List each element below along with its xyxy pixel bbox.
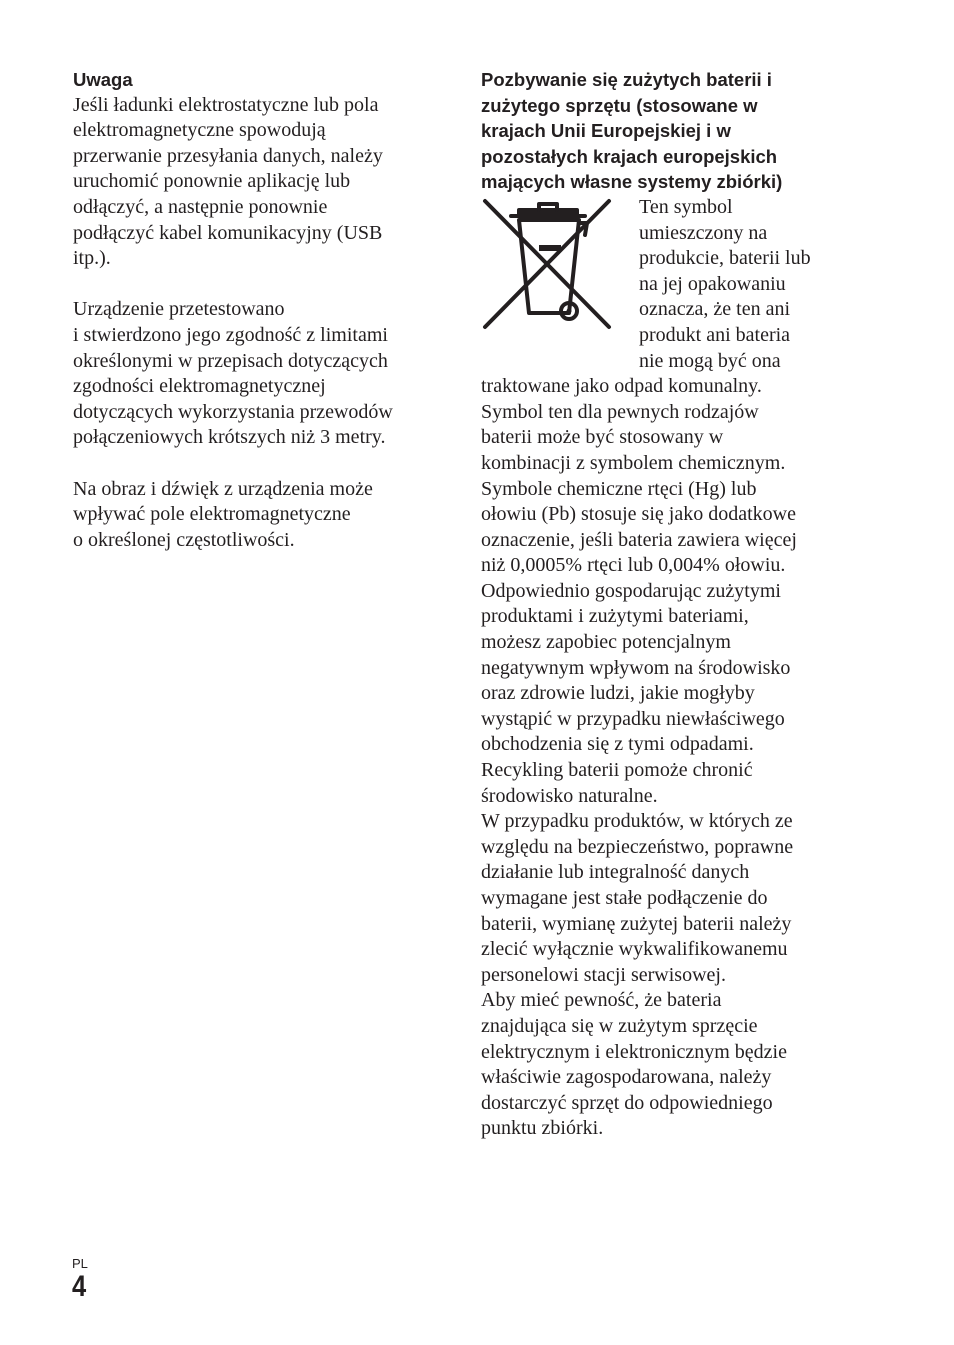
- crossed-out-wheelie-bin-icon: [481, 195, 635, 349]
- left-column: [73, 67, 433, 553]
- interference-paragraph: Na obraz i dźwięk z urządzenia może wpływać pole elektromagnetyczne o określonej częstotliwości.: [73, 477, 373, 551]
- note-heading: Uwaga: [73, 69, 133, 90]
- page-folio: [72, 1257, 88, 1303]
- disposal-text: Ten symbol umieszczony na produkcie, baterii lub na jej opakowaniu oznacza, że ten ani produkt ani bateria nie mogą być ona traktowane jako odpad komunalny. Symbol ten dla pewnych rodzajów baterii może być stosowany w kombinacji z symbolem chemicznym. Symbole chemiczne rtęci (Hg) lub ołowiu (Pb) stosuje się jako dodatkowe oznaczenie, jeśli bateria zawiera więcej niż 0,0005% rtęci lub 0,004% ołowiu. Odpowiednio gospodarując zużytymi produktami i zużytymi bateriami, możesz zapobiec potencjalnym negatywnym wpływom na środowisko oraz zdrowie ludzi, jakie mogłyby wystąpić w przypadku niewłaściwego obchodzenia się z tymi odpadami. Recykling baterii pomoże chronić środowisko naturalne. W przypadku produktów, w których ze względu na bezpieczeństwo, poprawne działanie lub integralność danych wymagane jest stałe podłączenie do baterii, wymianę zużytej baterii należy zlecić wyłącznie wykwalifikowanemu personelowi stacji serwisowej. Aby mieć pewność, że bateria znajdująca się w zużytym sprzęcie elektrycznym i elektronicznym będzie właściwie zagospodarowana, należy dostarczyć sprzęt do odpowiedniego punktu zbiórki.: [481, 195, 811, 1140]
- emc-compliance-paragraph: Urządzenie przetestowano i stwierdzono jego zgodność z limitami określonymi w przepisach dotyczących zgodności elektromagnetycznej dotyczących wykorzystania przewodów połączeniowych krótszych niż 3 metry.: [73, 298, 393, 449]
- note-text: Jeśli ładunki elektrostatyczne lub pola elektromagnetyczne spowodują przerwanie przesyłania danych, należy uruchomić ponownie aplikację lub odłączyć, a następnie ponownie podłączyć kabel komunikacyjny (USB itp.).: [73, 93, 383, 270]
- page-number: 4: [72, 1270, 86, 1303]
- disposal-heading: Pozbywanie się zużytych baterii i zużytego sprzętu (stosowane w krajach Unii Europejskiej i w pozostałych krajach europejskich mających własne systemy zbiórki): [481, 69, 783, 193]
- language-code: PL: [72, 1256, 88, 1271]
- right-column: [481, 67, 841, 1142]
